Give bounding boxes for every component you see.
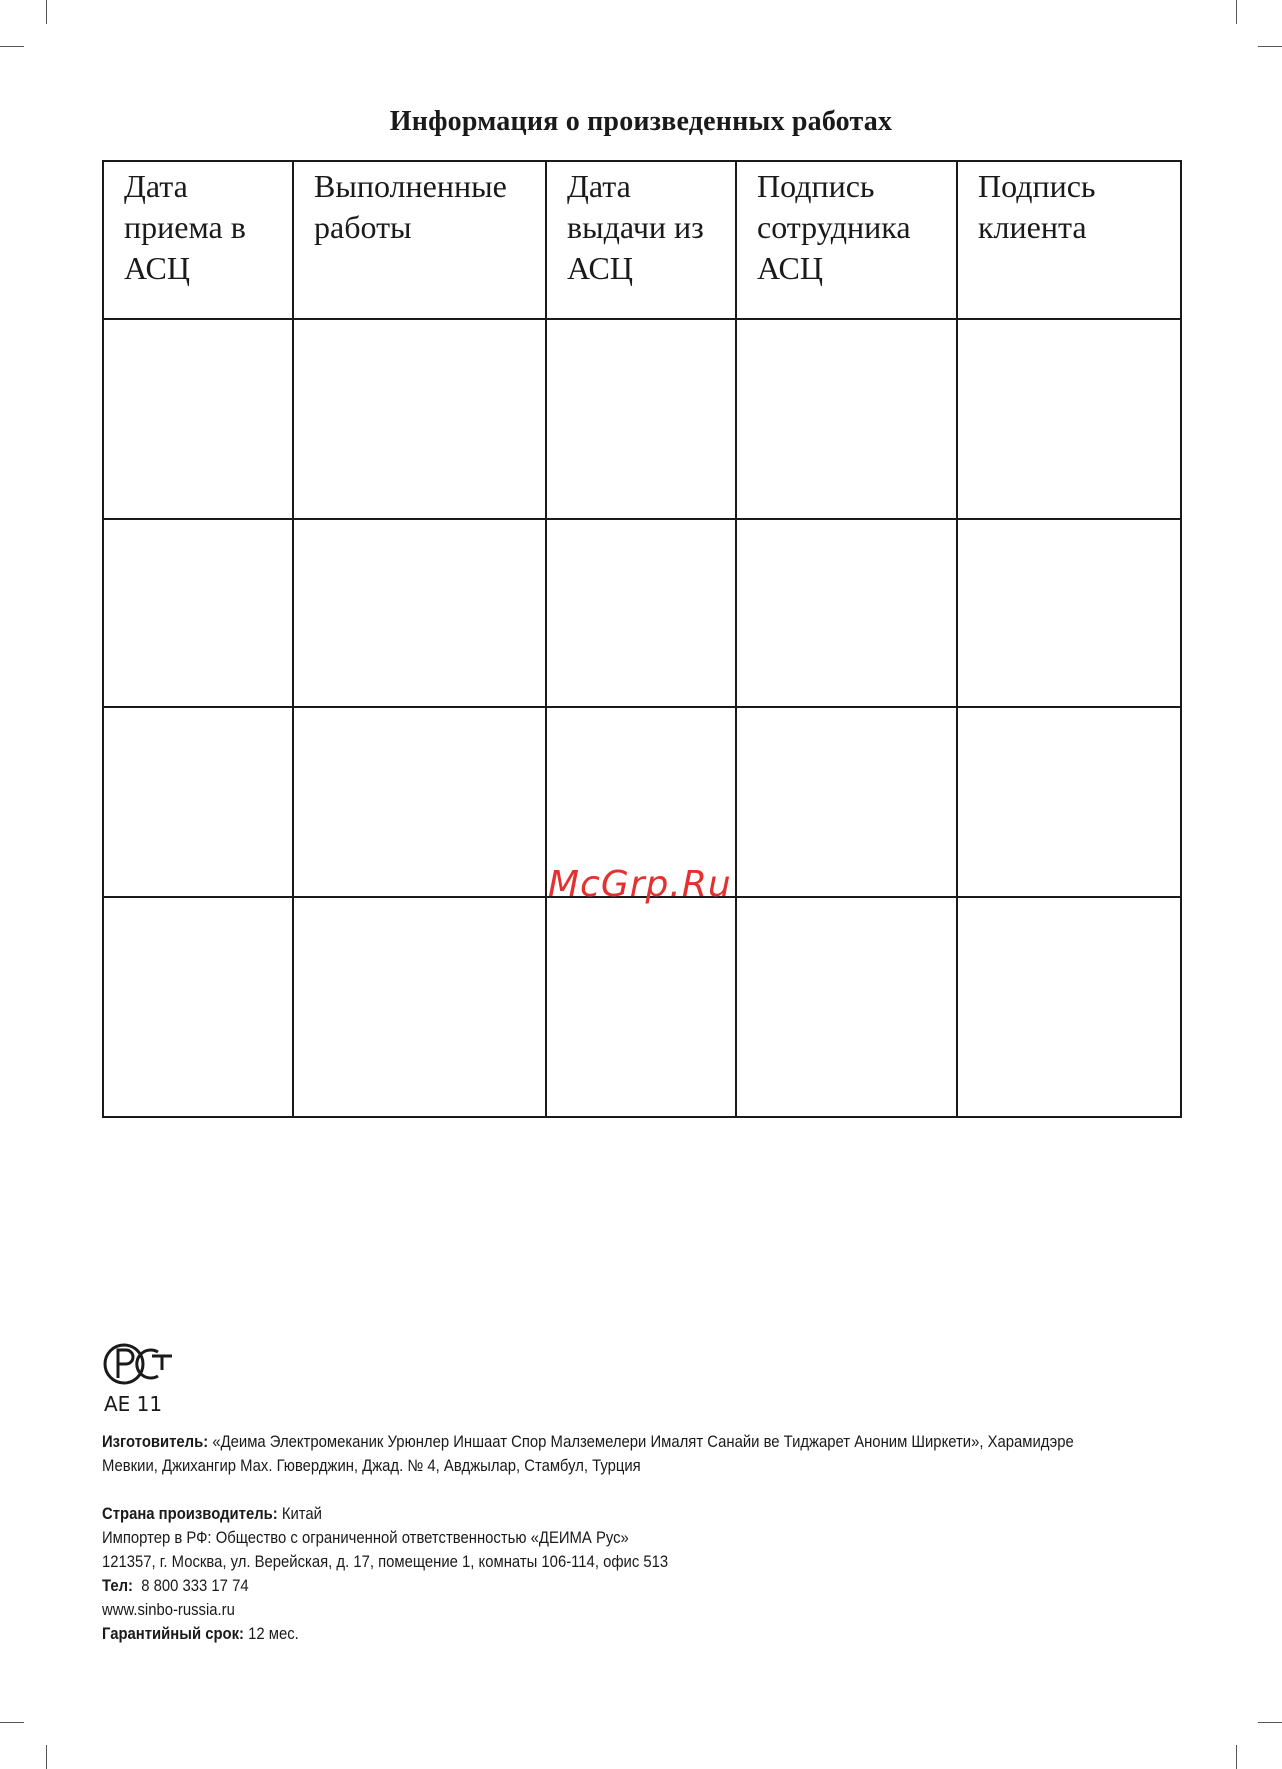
phone-value: 8 800 333 17 74 [132, 1577, 249, 1595]
manufacturer-info [102, 1430, 1092, 1646]
table-cell[interactable] [957, 519, 1181, 707]
crop-mark [0, 1722, 24, 1723]
table-cell[interactable] [957, 897, 1181, 1117]
service-works-table [102, 160, 1182, 1118]
header-cell-employee-signature: Подпись сотрудника АСЦ [736, 161, 957, 319]
importer-line: Импортер в РФ: Общество с ограниченной ответственностью «ДЕИМА Рус» [102, 1529, 629, 1547]
table-cell[interactable] [103, 897, 293, 1117]
manufacturer-text: «Деима Электромеканик Урюнлер Иншаат Спор Малземелери Ималят Санайи ве Тиджарет Аноним Ширкети», Харамидэре [208, 1433, 1074, 1451]
crop-mark [1236, 0, 1237, 24]
warranty-value: 12 мес. [244, 1625, 299, 1643]
country-value: Китай [277, 1505, 322, 1523]
warranty-label: Гарантийный срок: [102, 1625, 245, 1643]
table-cell[interactable] [736, 897, 957, 1117]
phone-label: Тел: [102, 1577, 133, 1595]
country-line [102, 1502, 1092, 1526]
crop-mark [46, 1745, 47, 1769]
table-cell[interactable] [546, 897, 736, 1117]
table-cell[interactable] [103, 519, 293, 707]
table-row [103, 319, 1181, 519]
website-link[interactable]: www.sinbo-russia.ru [102, 1601, 235, 1619]
importer-address: 121357, г. Москва, ул. Верейская, д. 17, помещение 1, комнаты 106-114, офис 513 [102, 1553, 669, 1571]
table-cell[interactable] [293, 707, 546, 897]
table-cell[interactable] [293, 897, 546, 1117]
certification-code: AE 11 [104, 1392, 163, 1416]
table-cell[interactable] [736, 707, 957, 897]
table-cell[interactable] [546, 519, 736, 707]
rst-certification-mark-icon [102, 1336, 182, 1392]
warranty-line [102, 1622, 1092, 1646]
crop-mark [1258, 46, 1282, 47]
table-row [103, 897, 1181, 1117]
table-cell[interactable] [293, 319, 546, 519]
crop-mark [1236, 1745, 1237, 1769]
manufacturer-label: Изготовитель: [102, 1433, 209, 1451]
table-cell[interactable] [957, 707, 1181, 897]
table-cell[interactable] [736, 319, 957, 519]
manufacturer-line [102, 1430, 1092, 1454]
crop-mark [0, 46, 24, 47]
header-cell-works-performed: Выполненные работы [293, 161, 546, 319]
crop-mark [1258, 1722, 1282, 1723]
header-cell-issue-date: Дата выдачи из АСЦ [546, 161, 736, 319]
table-cell[interactable] [957, 319, 1181, 519]
table-header-row [103, 161, 1181, 319]
table-row [103, 519, 1181, 707]
header-cell-client-signature: Подпись клиента [957, 161, 1181, 319]
phone-line [102, 1574, 1092, 1598]
crop-mark [46, 0, 47, 24]
table-cell[interactable] [103, 319, 293, 519]
country-label: Страна производитель: [102, 1505, 278, 1523]
table-cell[interactable] [736, 519, 957, 707]
header-cell-receipt-date: Дата приема в АСЦ [103, 161, 293, 319]
manufacturer-address: Мевкии, Джихангир Мах. Гюверджин, Джад. № 4, Авджылар, Стамбул, Турция [102, 1457, 641, 1475]
table-cell[interactable] [293, 519, 546, 707]
page-title: Информация о произведенных работах [389, 106, 893, 137]
table-cell[interactable] [103, 707, 293, 897]
table-cell[interactable] [546, 319, 736, 519]
watermark: McGrp.Ru [548, 864, 732, 905]
